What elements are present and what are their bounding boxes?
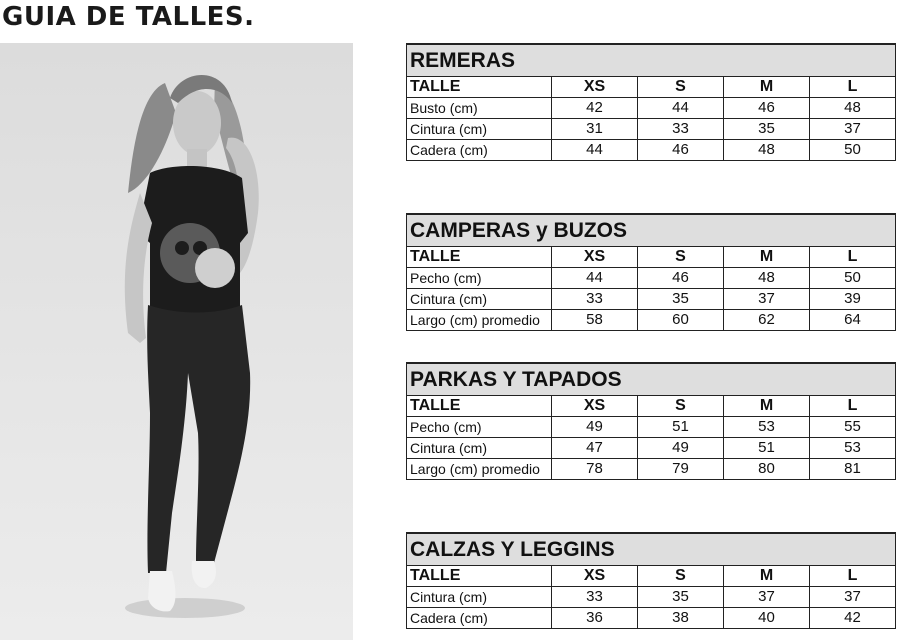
cell-value: 50	[810, 140, 896, 161]
cell-value: 80	[724, 459, 810, 480]
cell-value: 42	[552, 98, 638, 119]
category-title: PARKAS Y TAPADOS	[407, 363, 896, 396]
table-header-row	[407, 77, 896, 98]
table-row	[407, 98, 896, 119]
cell-value: 42	[810, 608, 896, 629]
size-header: XS	[552, 77, 638, 98]
category-title: REMERAS	[407, 44, 896, 77]
row-label: Largo (cm) promedio	[407, 459, 552, 480]
size-table-camperas	[406, 213, 896, 331]
row-label: Cadera (cm)	[407, 608, 552, 629]
cell-value: 44	[552, 268, 638, 289]
cell-value: 60	[638, 310, 724, 331]
size-header: M	[724, 77, 810, 98]
size-header: M	[724, 566, 810, 587]
cell-value: 79	[638, 459, 724, 480]
cell-value: 46	[638, 268, 724, 289]
cell-value: 50	[810, 268, 896, 289]
cell-value: 49	[552, 417, 638, 438]
size-header: XS	[552, 247, 638, 268]
size-header: L	[810, 77, 896, 98]
cell-value: 36	[552, 608, 638, 629]
cell-value: 39	[810, 289, 896, 310]
size-header: S	[638, 247, 724, 268]
category-title: CALZAS Y LEGGINS	[407, 533, 896, 566]
size-header: L	[810, 566, 896, 587]
cell-value: 64	[810, 310, 896, 331]
cell-value: 46	[638, 140, 724, 161]
table-header-row	[407, 396, 896, 417]
cell-value: 81	[810, 459, 896, 480]
cell-value: 35	[638, 289, 724, 310]
cell-value: 37	[810, 119, 896, 140]
size-header: S	[638, 396, 724, 417]
cell-value: 35	[638, 587, 724, 608]
table-row	[407, 310, 896, 331]
cell-value: 33	[552, 289, 638, 310]
table-row	[407, 417, 896, 438]
cell-value: 48	[724, 140, 810, 161]
table-row	[407, 459, 896, 480]
cell-value: 35	[724, 119, 810, 140]
cell-value: 46	[724, 98, 810, 119]
cell-value: 37	[724, 587, 810, 608]
row-label: Cintura (cm)	[407, 289, 552, 310]
size-header: XS	[552, 396, 638, 417]
cell-value: 51	[724, 438, 810, 459]
table-row	[407, 587, 896, 608]
cell-value: 53	[810, 438, 896, 459]
table-row	[407, 140, 896, 161]
cell-value: 37	[810, 587, 896, 608]
cell-value: 78	[552, 459, 638, 480]
size-header: M	[724, 247, 810, 268]
model-photo	[0, 43, 353, 640]
cell-value: 48	[724, 268, 810, 289]
row-label: Busto (cm)	[407, 98, 552, 119]
table-row	[407, 608, 896, 629]
header-label: TALLE	[407, 247, 552, 268]
row-label: Cintura (cm)	[407, 119, 552, 140]
cell-value: 62	[724, 310, 810, 331]
cell-value: 53	[724, 417, 810, 438]
row-label: Cintura (cm)	[407, 438, 552, 459]
cell-value: 33	[638, 119, 724, 140]
size-table-calzas	[406, 532, 896, 629]
row-label: Pecho (cm)	[407, 417, 552, 438]
size-table-remeras	[406, 43, 896, 161]
table-header-row	[407, 566, 896, 587]
cell-value: 58	[552, 310, 638, 331]
size-header: S	[638, 566, 724, 587]
row-label: Cintura (cm)	[407, 587, 552, 608]
cell-value: 40	[724, 608, 810, 629]
row-label: Cadera (cm)	[407, 140, 552, 161]
row-label: Largo (cm) promedio	[407, 310, 552, 331]
table-row	[407, 438, 896, 459]
header-label: TALLE	[407, 77, 552, 98]
cell-value: 33	[552, 587, 638, 608]
table-header-row	[407, 247, 896, 268]
header-label: TALLE	[407, 396, 552, 417]
header-label: TALLE	[407, 566, 552, 587]
row-label: Pecho (cm)	[407, 268, 552, 289]
page-title: GUIA DE TALLES.	[2, 2, 255, 32]
size-table-parkas	[406, 362, 896, 480]
cell-value: 31	[552, 119, 638, 140]
cell-value: 37	[724, 289, 810, 310]
cell-value: 55	[810, 417, 896, 438]
table-row	[407, 119, 896, 140]
size-header: S	[638, 77, 724, 98]
size-header: L	[810, 396, 896, 417]
size-header: M	[724, 396, 810, 417]
table-row	[407, 289, 896, 310]
size-header: XS	[552, 566, 638, 587]
cell-value: 51	[638, 417, 724, 438]
size-header: L	[810, 247, 896, 268]
cell-value: 48	[810, 98, 896, 119]
category-title: CAMPERAS y BUZOS	[407, 214, 896, 247]
cell-value: 47	[552, 438, 638, 459]
cell-value: 44	[552, 140, 638, 161]
table-row	[407, 268, 896, 289]
cell-value: 49	[638, 438, 724, 459]
cell-value: 44	[638, 98, 724, 119]
cell-value: 38	[638, 608, 724, 629]
